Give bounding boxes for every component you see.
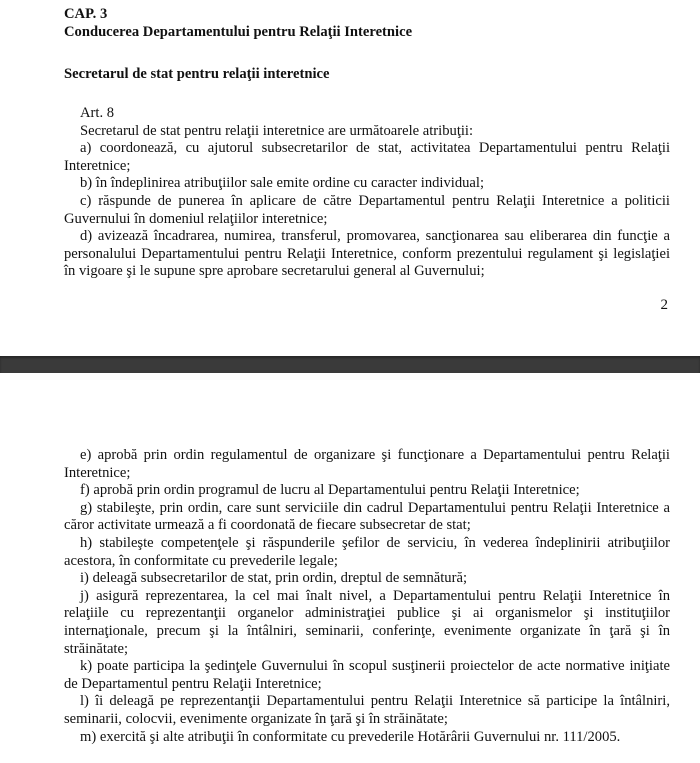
paragraph-a: a) coordonează, cu ajutorul subsecretarilor de stat, activitatea Departamentului pentru Relaţii Interetnice;: [64, 140, 670, 174]
paragraph-i: i) deleagă subsecretarilor de stat, prin ordin, dreptul de semnătură;: [80, 570, 467, 587]
chapter-label: CAP. 3: [64, 6, 108, 22]
paragraph-j: j) asigură reprezentarea, la cel mai înalt nivel, a Departamentului pentru Relaţii Interetnice în relaţiile cu reprezentanţii organelor administraţiei publice şi ai organismelor şi instituţiilor internaţionale, precum şi la întâlniri, seminarii, conferinţe, evenimente organizate în ţară şi în străinătate;: [64, 587, 670, 657]
paragraph-intro: Secretarul de stat pentru relaţii interetnice are următoarele atribuţii:: [80, 122, 474, 139]
paragraph-k: k) poate participa la şedinţele Guvernului în scopul susţinerii proiectelor de acte normative iniţiate de Departamentul pentru Relaţii Interetnice;: [64, 658, 670, 692]
article-label: Art. 8: [80, 104, 115, 121]
page-2-content: [64, 6, 670, 281]
paragraph-h: h) stabileşte competenţele şi răspunderile şefilor de serviciu, în vederea îndeplinirii atribuţiilor acestora, în conformitate cu prevederile legale;: [64, 534, 670, 569]
chapter-title: Conducerea Departamentului pentru Relaţii Interetnice: [64, 23, 413, 40]
page-number: 2: [660, 297, 668, 313]
paragraph-b: b) în îndeplinirea atribuţiilor sale emite ordine cu caracter individual;: [80, 175, 485, 192]
paragraph-d: d) avizează încadrarea, numirea, transferul, promovarea, sancţionarea sau eliberarea din funcţie a personalului Departamentului pentru Relaţii Interetnice, conform prezentului regulament şi legislaţiei în vigoare şi le supune spre aprobare secretarului general al Guvernului;: [64, 228, 670, 280]
paragraph-m: m) exercită şi alte atribuţii în conformitate cu prevederile Hotărârii Guvernului nr. 111/2005.: [80, 728, 621, 745]
paragraph-g: g) stabileşte, prin ordin, care sunt serviciile din cadrul Departamentului pentru Relaţii Interetnice a căror activitate urmează a fi coordonată de fiecare subsecretar de stat;: [64, 499, 670, 534]
section-title: Secretarul de stat pentru relaţii interetnice: [64, 65, 330, 82]
paragraph-c: c) răspunde de punerea în aplicare de către Departamentul pentru Relaţii Interetnice a politicii Guvernului în domeniul relaţiilor interetnice;: [64, 192, 670, 227]
document-page-3: [0, 373, 700, 763]
paragraph-e: e) aprobă prin ordin regulamentul de organizare şi funcţionare a Departamentului pentru Relaţii Interetnice;: [64, 447, 670, 481]
paragraph-f: f) aprobă prin ordin programul de lucru al Departamentului pentru Relaţii Interetnice;: [80, 482, 580, 499]
page-separator: [0, 356, 700, 373]
document-page-2: [0, 0, 700, 356]
paragraph-l: l) îi deleagă pe reprezentanţii Departamentului pentru Relaţii Interetnice să participe la întâlniri, seminarii, colocvii, evenimente organizate în ţară şi în străinătate;: [64, 693, 670, 727]
page-3-content: [64, 447, 670, 746]
